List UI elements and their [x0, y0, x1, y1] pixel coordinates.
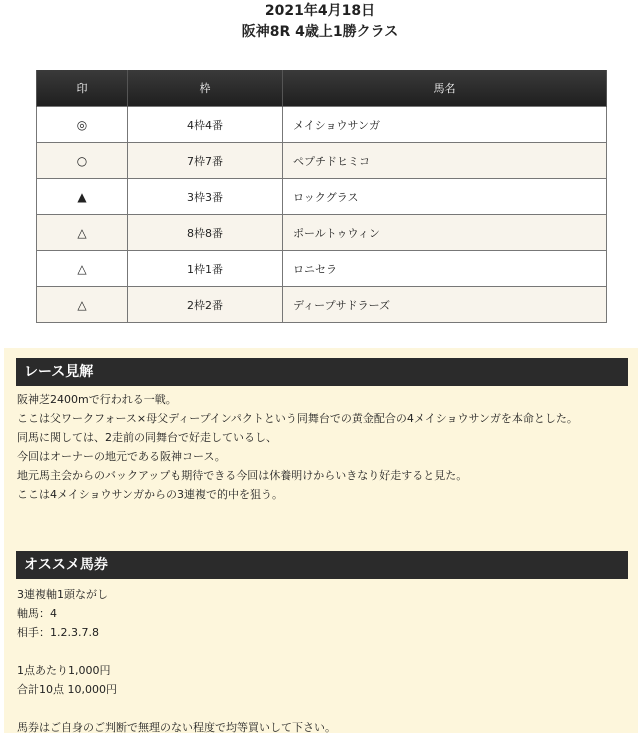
partner-horses: 相手：1.2.3.7.8: [17, 626, 99, 639]
mark-cell: △: [37, 251, 128, 287]
frame-cell: 4枠4番: [128, 107, 283, 143]
horse-name-cell: メイショウサンガ: [283, 107, 607, 143]
analysis-line: 地元馬主会からのバックアップも期待できる今回は休養明けからいきなり好走すると見た。: [17, 469, 468, 482]
analysis-body: [17, 390, 632, 504]
frame-cell: 3枠3番: [128, 179, 283, 215]
horse-name-cell: ポールトゥウィン: [283, 215, 607, 251]
recommend-body: [17, 585, 632, 737]
table-row: [37, 107, 607, 143]
frame-cell: 8枠8番: [128, 215, 283, 251]
table-row: [37, 287, 607, 323]
mark-cell: ◎: [37, 107, 128, 143]
recommend-heading: オススメ馬券: [16, 551, 628, 579]
commentary-panel: [4, 348, 638, 733]
prediction-table: [36, 70, 607, 323]
table-row: [37, 215, 607, 251]
race-date: 2021年4月18日: [264, 3, 376, 19]
analysis-line: ここは父ワークフォース×母父ディープインパクトという同舞台での黄金配合の4メイショウサンガを本命とした。: [17, 412, 578, 425]
frame-cell: 1枠1番: [128, 251, 283, 287]
frame-cell: 7枠7番: [128, 143, 283, 179]
betting-note: 馬券はご自身のご判断で無理のない程度で均等買いして下さい。: [17, 721, 336, 734]
analysis-line: 同馬に関しては、2走前の同舞台で好走しているし、: [17, 431, 277, 444]
horse-name-cell: ペプチドヒミコ: [283, 143, 607, 179]
total-amount: 合計10点 10,000円: [17, 683, 117, 696]
table-row: [37, 143, 607, 179]
table-header-row: [37, 70, 607, 107]
analysis-line: ここは4メイショウサンガからの3連複で的中を狙う。: [17, 488, 284, 501]
race-title: 阪神8R 4歳上1勝クラス: [241, 24, 399, 40]
column-header-mark: 印: [37, 70, 128, 107]
analysis-heading: レース見解: [16, 358, 628, 386]
horse-name-cell: ディープサドラーズ: [283, 287, 607, 323]
table-row: [37, 251, 607, 287]
mark-cell: ○: [37, 143, 128, 179]
mark-cell: △: [37, 287, 128, 323]
per-point-amount: 1点あたり1,000円: [17, 664, 111, 677]
analysis-line: 阪神芝2400mで行われる一戦。: [17, 393, 177, 406]
horse-name-cell: ロニセラ: [283, 251, 607, 287]
column-header-horse: 馬名: [283, 70, 607, 107]
frame-cell: 2枠2番: [128, 287, 283, 323]
column-header-frame: 枠: [128, 70, 283, 107]
mark-cell: ▲: [37, 179, 128, 215]
table-row: [37, 179, 607, 215]
bet-type: 3連複軸1頭ながし: [17, 588, 108, 601]
analysis-line: 今回はオーナーの地元である阪神コース。: [17, 450, 226, 463]
axis-horse: 軸馬：4: [17, 607, 57, 620]
mark-cell: △: [37, 215, 128, 251]
horse-name-cell: ロックグラス: [283, 179, 607, 215]
